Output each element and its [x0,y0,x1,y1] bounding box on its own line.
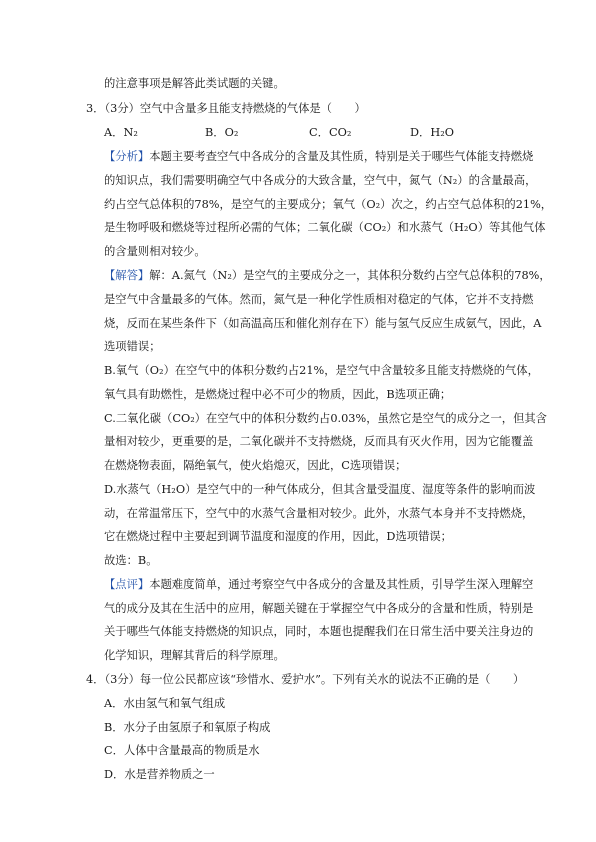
answer-text: 解：A.氮气（N₂）是空气的主要成分之一，其体积分数约占空气总体积的78%， [149,269,551,282]
answer-line: 它在燃烧过程中主要起到调节温度和湿度的作用，因此，D选项错误； [104,530,452,543]
answer-line: 氧气具有助燃性，是燃烧过程中必不可少的物质，因此，B选项正确； [104,388,452,401]
option-b: B．水分子由氢原子和氧原子构成 [104,721,271,734]
option-d: D．H₂O [410,126,454,139]
option-c: C．CO₂ [309,126,352,139]
answer-line: 选项错误； [104,340,161,353]
comment-line: 关于哪些气体能支持燃烧的知识点，同时，本题也提醒我们在日常生活中要关注身边的 [104,625,534,638]
comment-text: 本题难度简单，通过考察空气中各成分的含量及其性质，引导学生深入理解空 [149,578,534,591]
answer-line: B.氧气（O₂）在空气中的体积分数约占21%，是空气中含量较多且能支持燃烧的气体， [104,364,539,377]
analysis-line: 的含量则相对较少。 [104,245,206,258]
answer-line: 量相对较少，更重要的是，二氧化碳并不支持燃烧，反而具有灭火作用，因为它能覆盖 [104,435,534,448]
comment-tag: 【点评】 [104,578,150,591]
comment-line [104,578,533,592]
option-a: A．N₂ [104,126,138,139]
answer-line: C.二氧化碳（CO₂）在空气中的体积分数约占0.03%，虽然它是空气的成分之一，但其含 [104,412,547,425]
analysis-line [104,150,533,164]
answer-tag: 【解答】 [104,269,150,282]
question-4-stem: 4．（3分）每一位公民都应该“珍惜水、爱护水”。下列有关水的说法不正确的是（ ） [86,673,525,686]
option-a: A．水由氢气和氧气组成 [104,697,226,710]
comment-line: 化学知识，理解其背后的科学原理。 [104,649,285,662]
answer-line: 烧，反而在某些条件下（如高温高压和催化剂存在下）能与氢气反应生成氨气，因此，A [104,317,542,330]
answer-line: 故选：B。 [104,554,158,567]
analysis-text: 本题主要考查空气中各成分的含量及其性质，特别是关于哪些气体能支持燃烧 [149,150,534,163]
analysis-line: 是生物呼吸和燃烧等过程所必需的气体；二氧化碳（CO₂）和水蒸气（H₂O）等其他气体 [104,221,546,234]
option-d: D．水是营养物质之一 [104,768,215,781]
answer-line: 是空气中含量最多的气体。然而，氮气是一种化学性质相对稳定的气体，它并不支持燃 [104,293,534,306]
analysis-tag: 【分析】 [104,150,150,163]
answer-line: D.水蒸气（H₂O）是空气中的一种气体成分，但其含量受温度、湿度等条件的影响而波 [104,483,536,496]
question-3-stem: 3．（3分）空气中含量多且能支持燃烧的气体是（ ） [86,102,366,115]
analysis-line: 约占空气总体积的78%，是空气的主要成分；氧气（O₂）次之，约占空气总体积的21%， [104,198,553,211]
answer-line [104,269,551,283]
comment-line: 气的成分及其在生活中的应用，解题关键在于掌握空气中各成分的含量和性质，特别是 [104,602,534,615]
answer-line: 在燃烧物表面，隔绝氧气，使火焰熄灭，因此，C选项错误； [104,459,407,472]
option-b: B．O₂ [205,126,239,139]
answer-line: 动，在常温常压下，空气中的水蒸气含量相对较少。此外，水蒸气本身并不支持燃烧， [104,507,534,520]
analysis-line: 的知识点，我们需要明确空气中各成分的大致含量，空气中，氮气（N₂）的含量最高， [104,174,537,187]
intro-line: 的注意事项是解答此类试题的关键。 [104,77,285,90]
option-c: C．人体中含量最高的物质是水 [104,744,260,757]
